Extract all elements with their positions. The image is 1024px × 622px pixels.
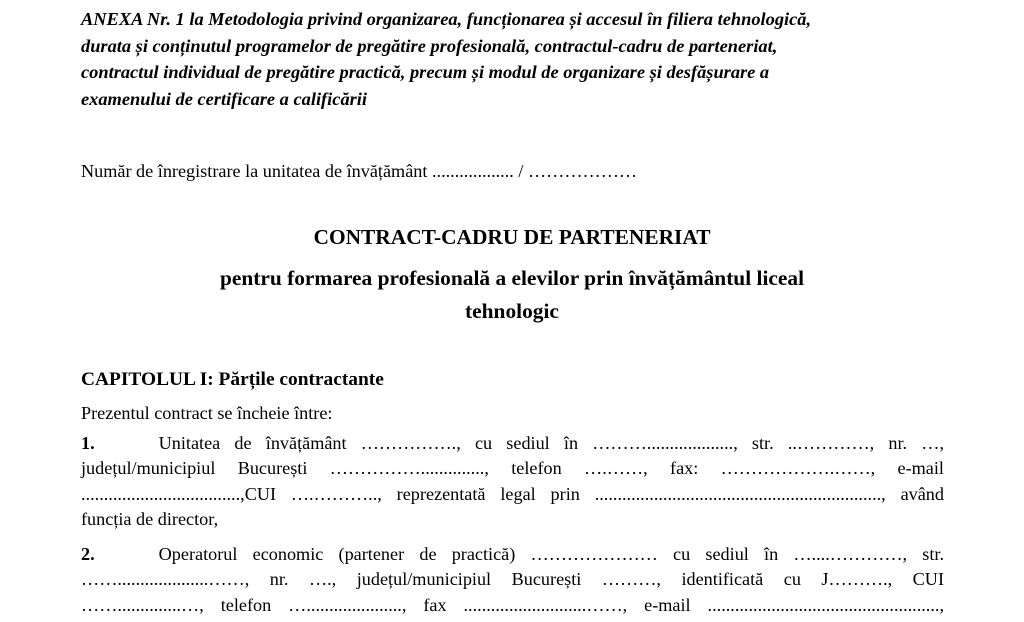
party-line: județul/municipiul București …………….............., telefon ….……, fax: ……………….……, e-mail	[81, 458, 944, 479]
contract-subtitle	[0, 262, 1024, 328]
contract-subtitle-line: tehnologic	[465, 299, 559, 323]
intro-paragraph: Prezentul contract se încheie între:	[81, 403, 333, 423]
party-line-text: Operatorul economic (partener de practică) ………………… cu sediul în …....…………, str.	[158, 544, 944, 564]
party-2-number: 2.	[81, 544, 95, 564]
contract-title: CONTRACT-CADRU DE PARTENERIAT	[313, 225, 711, 249]
annex-line: examenului de certificare a calificării	[81, 88, 368, 109]
party-line: ……..............…, telefon …....................., fax ...........................……, e-mail ...................................................,	[81, 594, 944, 615]
chapter-heading: CAPITOLUL I: Părțile contractante	[81, 369, 384, 390]
party-line: funcția de director,	[81, 508, 219, 529]
registration-number-line: Număr de înregistrare la unitatea de învățământ .................. / ………………	[81, 161, 638, 181]
party-1-paragraph	[81, 431, 944, 532]
annex-line: contractul individual de pregătire practică, precum și modul de organizare și desfășurare a	[81, 62, 770, 82]
party-line: ……....................……, nr. …., județul/municipiul București ………, identificată cu J………., CUI	[81, 569, 944, 590]
party-line-text: Unitatea de învățământ ……………., cu sediul în ………..................., str. ..…………, nr. …,	[158, 433, 944, 453]
party-line	[81, 431, 944, 456]
annex-line: ANEXA Nr. 1 la Metodologia privind organizarea, funcționarea și accesul în filiera tehnologică,	[81, 9, 812, 29]
contract-subtitle-line: pentru formarea profesională a elevilor prin învățământul liceal	[219, 266, 805, 290]
party-2-paragraph	[81, 542, 944, 618]
party-1-number: 1.	[81, 433, 95, 453]
annex-heading	[81, 6, 944, 112]
party-line	[81, 542, 944, 567]
party-line: ...................................,CUI ….……….., reprezentată legal prin ..............................................................., având	[81, 483, 944, 504]
annex-line: durata și conținutul programelor de pregătire profesională, contractul-cadru de parteneriat,	[81, 35, 778, 56]
